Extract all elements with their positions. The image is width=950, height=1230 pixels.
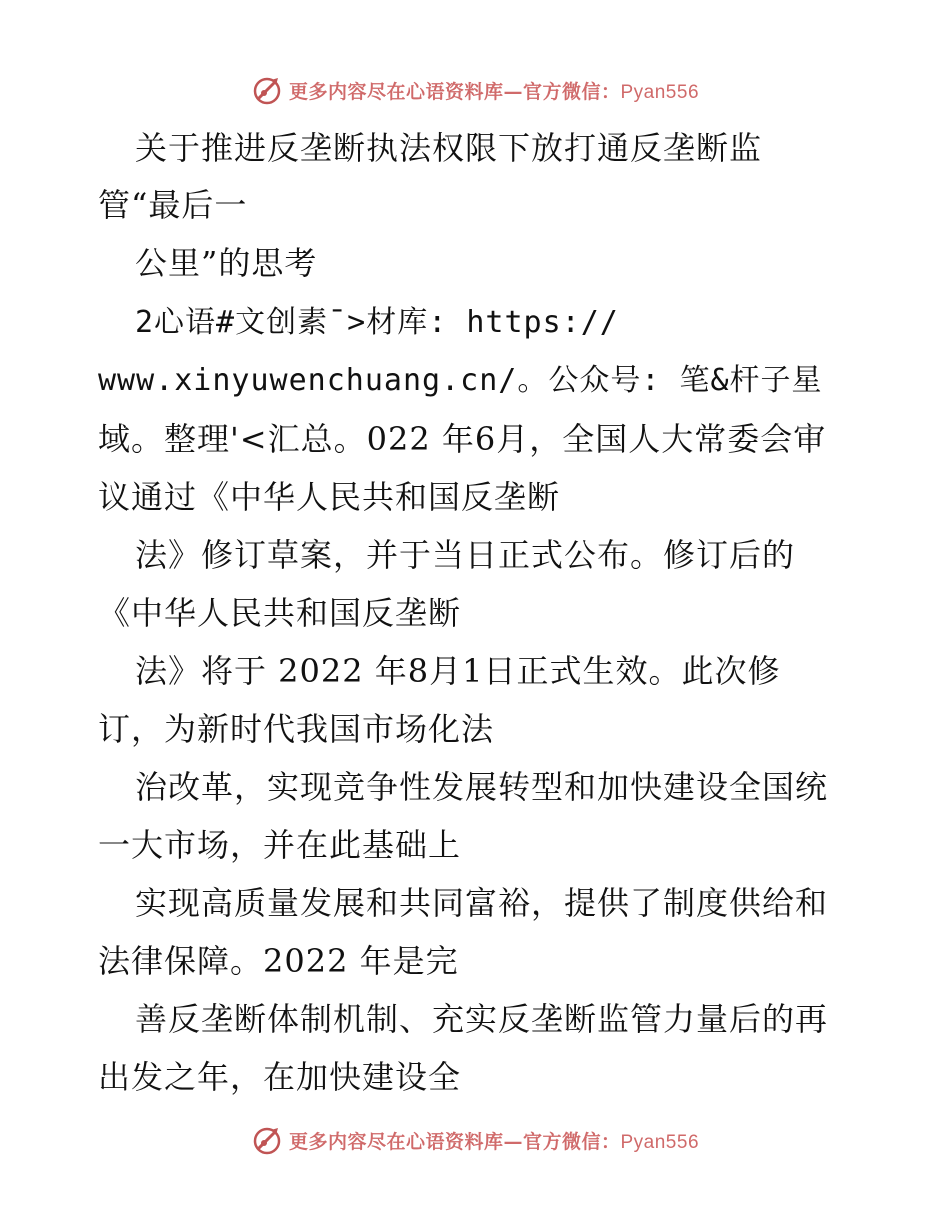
text-line: 《中华人民共和国反垄断	[98, 594, 462, 632]
banner-text: 更多内容尽在心语资料库—官方微信：Pyan556	[288, 1130, 700, 1153]
text-line: 实现高质量发展和共同富裕，提供了制度供给和	[135, 884, 829, 922]
text-line: 关于推进反垄断执法权限下放打通反垄断监	[135, 129, 763, 167]
footer-watermark-banner	[0, 1120, 950, 1160]
text-line: 2心语#文创素¯>材库: https://	[135, 305, 619, 340]
text-line: 订，为新时代我国市场化法	[98, 710, 495, 748]
text-line: 域。整理'<汇总。022 年6月，全国人大常委会审	[98, 420, 827, 458]
text-line: 议通过《中华人民共和国反垄断	[98, 478, 561, 516]
text-line: 一大市场，并在此基础上	[98, 826, 462, 864]
text-line: 管“最后一	[98, 186, 248, 224]
brand-logo-icon	[251, 1124, 283, 1156]
banner-text: 更多内容尽在心语资料库—官方微信：Pyan556	[288, 80, 700, 103]
text-line: 法》将于 2022 年8月1日正式生效。此次修	[135, 652, 781, 690]
text-line: 法》修订草案，并于当日正式公布。修订后的	[135, 536, 796, 574]
text-line: 出发之年，在加快建设全	[98, 1058, 462, 1096]
text-line: 法律保障。2022 年是完	[98, 942, 459, 980]
text-line: 善反垄断体制机制、充实反垄断监管力量后的再	[135, 1000, 829, 1038]
text-line: www.xinyuwenchuang.cn/。公众号: 笔&杆子星	[98, 363, 823, 398]
text-line: 治改革，实现竞争性发展转型和加快建设全国统	[135, 768, 829, 806]
text-line: 公里”的思考	[135, 244, 318, 282]
